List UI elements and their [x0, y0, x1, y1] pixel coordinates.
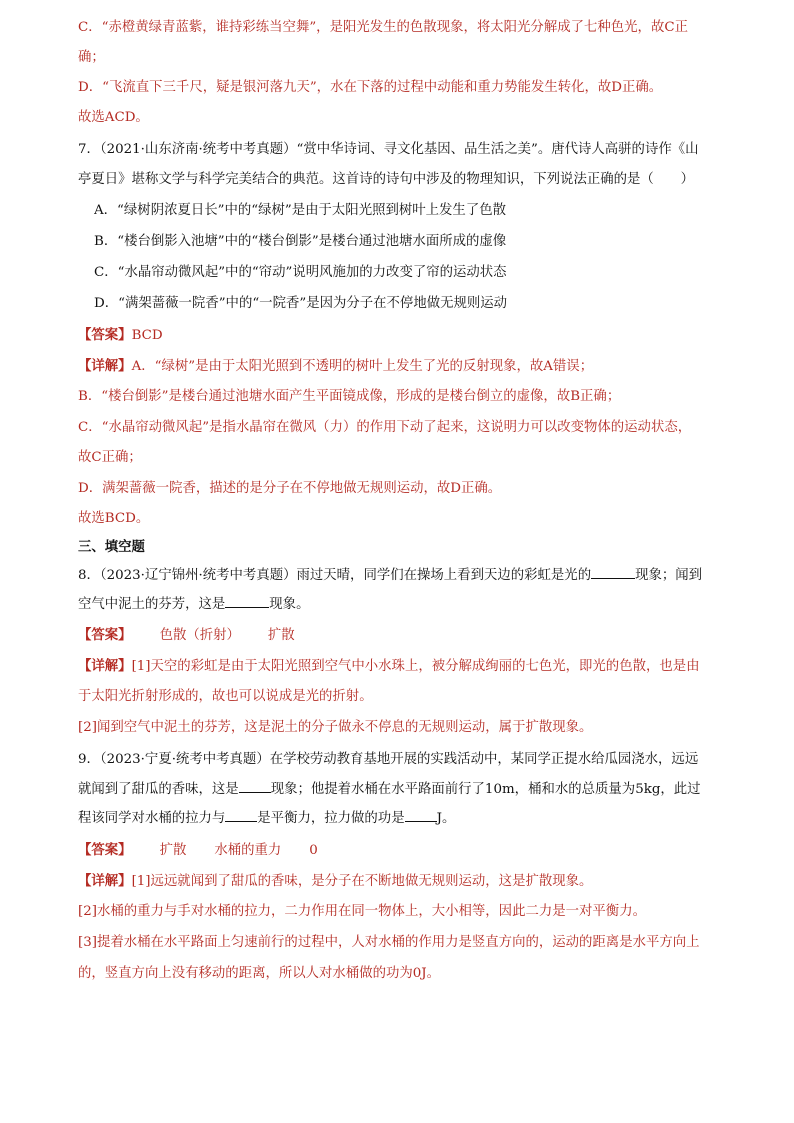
q9-answer-2: 水桶的重力 [214, 843, 282, 858]
q7-option-d: D．“满架蔷薇一院香”中的“一院香”是因为分子在不停地做无规则运动 [94, 296, 508, 311]
detail-text: A．“绿树”是由于太阳光照到不透明的树叶上发生了光的反射现象，故A错误； [131, 359, 594, 374]
q8-stem-2 [78, 594, 728, 615]
q9-answer [78, 840, 728, 861]
q9-blank-2 [225, 808, 257, 822]
q9-blank-3 [405, 808, 437, 822]
q9-stem-2 [78, 779, 728, 800]
q7-option-b: B．“楼台倒影入池塘”中的“楼台倒影”是楼台通过池塘水面所成的虚像 [94, 234, 507, 249]
q7-detail-d: D．满架蔷薇一院香，描述的是分子在不停地做无规则运动，故D正确。 [78, 481, 502, 496]
q9-stem-text-b: 现象；他提着水桶在水平路面前行了10m，桶和水的总质量为5kg，此过 [270, 782, 701, 797]
q7-answer [78, 325, 728, 346]
q9-detail-2: [2]水桶的重力与手对水桶的拉力，二力作用在同一物体上，大小相等，因此二力是一对平衡力。 [78, 904, 646, 919]
q9-stem-text-d: 是平衡力，拉力做的功是 [257, 811, 405, 826]
q9-detail-3a: [3]提着水桶在水平路面上匀速前行的过程中，人对水桶的作用力是竖直方向的，运动的距离是水平方向上 [78, 935, 700, 950]
q9-blank-1 [239, 779, 271, 793]
q9-answer-1: 扩散 [159, 843, 187, 858]
q6-option-c-explain-2: 确； [78, 50, 105, 65]
q8-blank-2 [225, 594, 269, 608]
answer-tag: 【答案】 [78, 842, 132, 858]
q7-conclusion: 故选BCD。 [78, 511, 150, 526]
detail-tag: 【详解】 [78, 658, 132, 674]
q9-stem-text-c: 程该同学对水桶的拉力与 [78, 811, 226, 826]
q7-stem-2: 亭夏日》堪称文学与科学完美结合的典范。这首诗的诗句中涉及的物理知识，下列说法正确的是（ ） [78, 172, 694, 187]
q6-option-c-explain-1: C．“赤橙黄绿青蓝紫，谁持彩练当空舞”，是阳光发生的色散现象，将太阳光分解成了七种色光，故C正 [78, 20, 688, 35]
q8-blank-1 [591, 565, 635, 579]
q9-stem-text-a: 就闻到了甜瓜的香味，这是 [78, 782, 239, 797]
detail-tag: 【详解】 [78, 358, 132, 374]
section-heading-fill-blank: 三、填空题 [78, 539, 145, 555]
q8-detail-1 [78, 656, 728, 677]
q8-answer [78, 625, 728, 646]
answer-tag: 【答案】 [78, 327, 132, 343]
q7-detail-a [78, 356, 728, 377]
q9-stem-text-e: J。 [436, 811, 456, 826]
detail-tag: 【详解】 [78, 873, 132, 889]
q9-stem-1: 9．（2023·宁夏·统考中考真题）在学校劳动教育基地开展的实践活动中，某同学正提水给瓜园浇水，远远 [78, 752, 699, 767]
detail-text: [1]远远就闻到了甜瓜的香味，是分子在不断地做无规则运动，这是扩散现象。 [131, 874, 593, 889]
q8-detail-3: [2]闻到空气中泥土的芬芳，这是泥土的分子做永不停息的无规则运动，属于扩散现象。 [78, 720, 593, 735]
q6-conclusion: 故选ACD。 [78, 110, 149, 125]
q6-option-d-explain: D．“飞流直下三千尺，疑是银河落九天”，水在下落的过程中动能和重力势能发生转化，故D正确。 [78, 80, 663, 95]
q8-stem-1 [78, 565, 728, 586]
answer-value: BCD [131, 328, 163, 343]
q8-answer-1: 色散（折射） [159, 628, 240, 643]
q8-detail-2: 于太阳光折射形成的，故也可以说成是光的折射。 [78, 689, 373, 704]
q8-answer-2: 扩散 [267, 628, 295, 643]
q7-option-a: A．“绿树阴浓夏日长”中的“绿树”是由于太阳光照到树叶上发生了色散 [94, 203, 506, 218]
q9-detail-3b: 的，竖直方向上没有移动的距离，所以人对水桶做的功为0J。 [78, 966, 441, 981]
q9-detail-1 [78, 871, 728, 892]
q7-detail-c-1: C．“水晶帘动微风起”是指水晶帘在微风（力）的作用下动了起来，这说明力可以改变物体的运动状态， [78, 420, 692, 435]
q9-stem-3 [78, 808, 728, 829]
q9-answer-3: 0 [309, 843, 318, 858]
q7-stem-1: 7．（2021·山东济南·统考中考真题）“赏中华诗词、寻文化基因、品生活之美”。唐代诗人高骈的诗作《山 [78, 142, 699, 157]
q8-stem-text-d: 现象。 [269, 597, 310, 612]
q7-detail-c-2: 故C正确； [78, 450, 142, 465]
q7-detail-b: B．“楼台倒影”是楼台通过池塘水面产生平面镜成像，形成的是楼台倒立的虚像，故B正确； [78, 389, 621, 404]
detail-text: [1]天空的彩虹是由于太阳光照到空气中小水珠上，被分解成绚丽的七色光，即光的色散，也是由 [131, 659, 700, 674]
q8-stem-text-c: 空气中泥土的芬芳，这是 [78, 597, 226, 612]
q8-stem-text-b: 现象；闻到 [635, 568, 703, 583]
answer-tag: 【答案】 [78, 627, 132, 643]
q7-option-c: C．“水晶帘动微风起”中的“帘动”说明风施加的力改变了帘的运动状态 [94, 265, 507, 280]
q8-stem-text-a: 8．（2023·辽宁锦州·统考中考真题）雨过天晴，同学们在操场上看到天边的彩虹是光的 [78, 568, 592, 583]
